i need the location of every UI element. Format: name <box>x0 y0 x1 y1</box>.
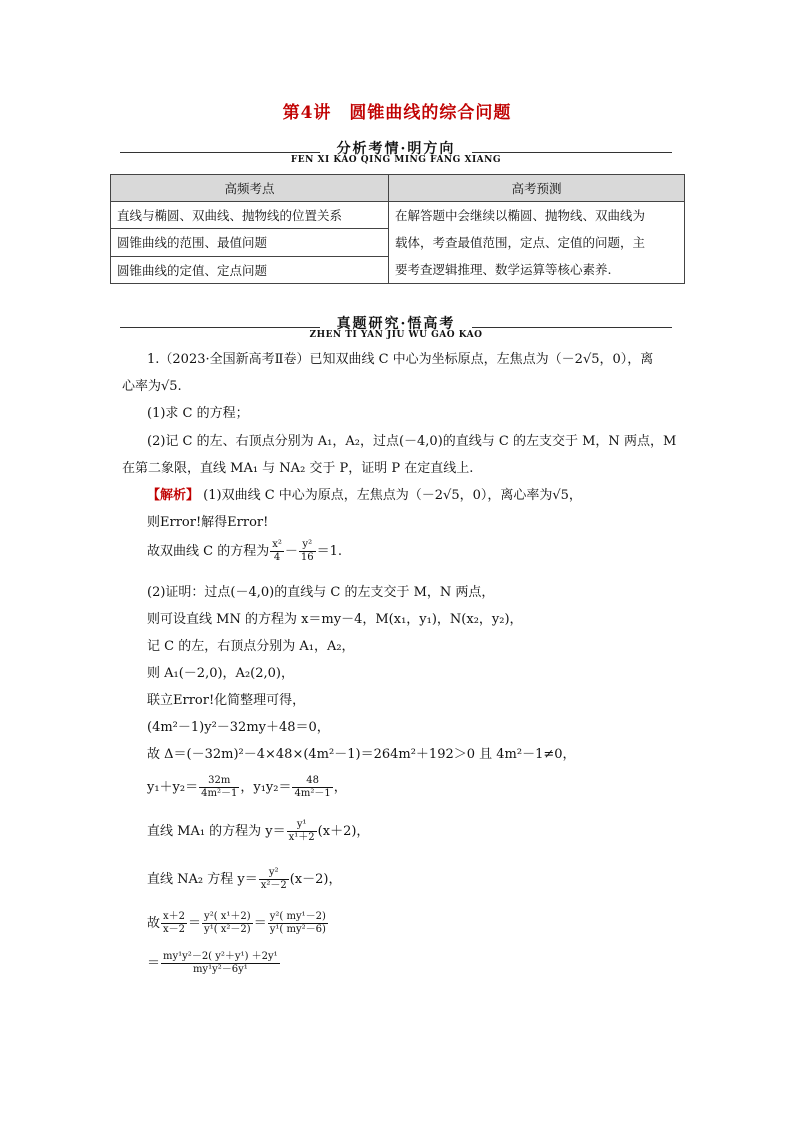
fraction <box>199 775 239 800</box>
solution-line-expansion: ＝ $\frac{\text{my¹y²－2( y²＋y¹) ＋2y¹}}{\text{my¹y²－6y¹}}$ <box>147 951 278 975</box>
table-cell: 直线与椭圆、双曲线、抛物线的位置关系 <box>111 202 389 229</box>
denominator: my¹y²－6y¹ <box>192 964 248 975</box>
fraction <box>292 775 332 800</box>
fraction <box>270 539 284 564</box>
fraction <box>161 911 187 936</box>
solution-line: 则 A₁(－2,0)，A₂(2,0)， <box>147 666 294 681</box>
table-cell: 圆锥曲线的范围、最值问题 <box>111 229 389 256</box>
solution-text: ， <box>333 780 347 795</box>
solution-line-ratio: 故 $\frac{x+2}{x-2}$ ＝ $\frac{\text{y²( x¹＋2)}}{\text{y¹( x²－2)}}$ ＝ $\frac{\text{y²( my¹－2)}}{\text{y¹( my²－6)}}$ <box>147 911 326 935</box>
denominator: y¹( x²－2) <box>204 924 251 935</box>
solution-text: (x－2)， <box>289 872 342 887</box>
solution-line: 则可设直线 MN 的方程为 x＝my－4，M(x₁，y₁)，N(x₂，y₂)， <box>147 612 523 627</box>
fraction <box>287 819 317 844</box>
problem-line: 心率为√5. <box>122 379 182 394</box>
solution-line-vieta <box>147 774 347 801</box>
denominator: y¹( my²－6) <box>269 924 326 935</box>
solution-text: (x＋2)， <box>317 824 370 839</box>
denominator: x－2 <box>163 924 186 935</box>
solution-text: 直线 MA₁ 的方程为 y＝ <box>147 824 286 839</box>
solution-text: 故双曲线 C 的方程为 <box>147 544 270 559</box>
solution-text: ＝1. <box>316 544 343 559</box>
fraction <box>161 951 280 976</box>
numerator: y²( x¹＋2) <box>204 911 251 922</box>
solution-tag: 【解析】 <box>147 488 200 503</box>
numerator: 48 <box>292 775 332 788</box>
solution-text: y₁＋y₂＝ <box>147 780 199 795</box>
fraction <box>259 867 289 892</box>
solution-line-1 <box>147 482 582 509</box>
numerator: x² <box>272 539 282 550</box>
denominator: x²－2 <box>260 880 287 891</box>
question-1: (1)求 C 的方程； <box>147 406 249 421</box>
table-header: 高频考点 <box>111 175 389 202</box>
numerator: y¹ <box>287 819 317 832</box>
denominator: 4m²－1 <box>201 788 238 799</box>
solution-line: 记 C 的左，右顶点分别为 A₁，A₂， <box>147 639 355 654</box>
numerator: 32m <box>199 775 239 788</box>
solution-text: ，y₁y₂＝ <box>240 780 292 795</box>
banner-title: 真题研究·悟高考 <box>336 316 456 332</box>
table-header: 高考预测 <box>389 175 685 202</box>
solution-line: 联立Error!化简整理可得， <box>147 693 306 708</box>
fraction <box>299 539 316 564</box>
denominator: 4 <box>273 552 281 563</box>
numerator: x＋2 <box>163 911 186 922</box>
banner-pinyin: ZHEN TI YAN JIU WU GAO KAO <box>309 330 483 340</box>
banner-title: 分析考情·明方向 <box>336 141 456 157</box>
solution-line: 则Error!解得Error! <box>147 515 269 530</box>
prediction-line: 在解答题中会继续以椭圆、抛物线、双曲线为 <box>395 208 646 223</box>
solution-text: 故 <box>147 916 161 931</box>
question-2-cont: 在第二象限，直线 MA₁ 与 NA₂ 交于 P，证明 P 在定直线上. <box>122 461 474 476</box>
numerator: y² <box>259 867 289 880</box>
numerator: y²( my¹－2) <box>269 911 326 922</box>
prediction-line: 要考查逻辑推理、数学运算等核心素养. <box>395 262 612 277</box>
solution-line-na2 <box>147 866 341 893</box>
denominator: x¹＋2 <box>288 832 315 843</box>
table-cell: 圆锥曲线的定值、定点问题 <box>111 256 389 283</box>
fraction <box>202 911 253 936</box>
solution-line-equation: 故双曲线 C 的方程为 $\frac{\text{x²}}{4}$ － $\frac{\text{y²}}{16}$ ＝1. <box>147 539 343 563</box>
problem-line: 1.（2023·全国新高考Ⅱ卷）已知双曲线 C 中心为坐标原点，左焦点为（－2√5，0），离 <box>147 352 654 367</box>
numerator: y² <box>299 539 316 552</box>
page-title: 第4讲 圆锥曲线的综合问题 <box>282 103 512 123</box>
solution-line: (4m²－1)y²－32my＋48＝0， <box>147 720 330 735</box>
solution-line: (2)证明：过点(－4,0)的直线与 C 的左支交于 M，N 两点， <box>147 585 495 600</box>
solution-text: 直线 NA₂ 方程 y＝ <box>147 872 258 887</box>
numerator: my¹y²－2( y²＋y¹) ＋2y¹ <box>163 951 278 962</box>
solution-line-ma1 <box>147 818 369 845</box>
denominator: 16 <box>300 552 314 563</box>
banner-pinyin: FEN XI KAO QING MING FANG XIANG <box>290 155 502 165</box>
fraction <box>268 911 328 936</box>
prediction-line: 载体，考查最值范围，定点、定值的问题，主 <box>395 235 646 250</box>
denominator: 4m²－1 <box>294 788 331 799</box>
solution-line: 故 Δ＝(－32m)²－4×48×(4m²－1)＝264m²＋192＞0 且 4m²－1≠0， <box>147 747 576 762</box>
question-2: (2)记 C 的左、右顶点分别为 A₁，A₂，过点(－4,0)的直线与 C 的左支交于 M，N 两点，M <box>147 434 677 449</box>
solution-text: (1)双曲线 C 中心为原点，左焦点为（－2√5，0），离心率为√5， <box>203 488 582 503</box>
